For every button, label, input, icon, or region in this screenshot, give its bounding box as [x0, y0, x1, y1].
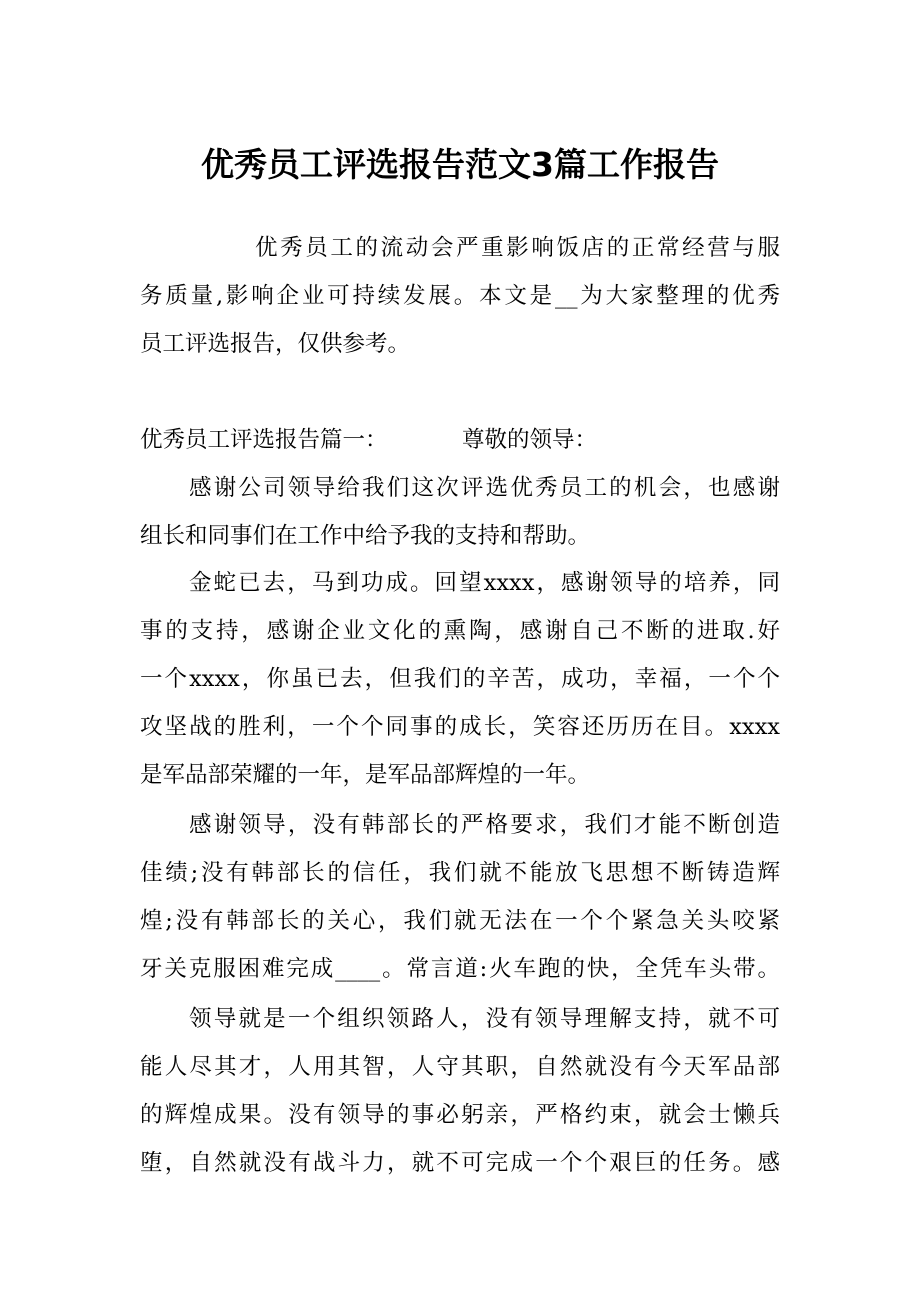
- salutation: 尊敬的领导：: [462, 427, 598, 453]
- paragraph-2-line-2: 事的支持，感谢企业文化的熏陶，感谢自己不断的进取.好: [140, 618, 780, 644]
- paragraph-4-line-1: 领导就是一个组织领路人，没有领导理解支持，就不可: [189, 1006, 780, 1032]
- paragraph-3-line-4: 牙关克服困难完成____。常言道:火车跑的快，全凭车头带。: [140, 956, 780, 982]
- paragraph-2-line-4: 攻坚战的胜利，一个个同事的成长，笑容还历历在目。xxxx: [140, 714, 780, 740]
- paragraph-3-line-3: 煌;没有韩部长的关心，我们就无法在一个个紧急关头咬紧: [140, 908, 780, 934]
- paragraph-4-line-2: 能人尽其才，人用其智，人守其职，自然就没有今天军品部: [140, 1054, 780, 1080]
- paragraph-4-line-3: 的辉煌成果。没有领导的事必躬亲，严格约束，就会士懒兵: [140, 1102, 780, 1128]
- paragraph-3-line-2: 佳绩;没有韩部长的信任，我们就不能放飞思想不断铸造辉: [140, 860, 780, 886]
- paragraph-1-line-1: 感谢公司领导给我们这次评选优秀员工的机会，也感谢: [189, 475, 780, 501]
- intro-line-3: 员工评选报告，仅供参考。: [140, 331, 411, 357]
- paragraph-2-line-5: 是军品部荣耀的一年，是军品部辉煌的一年。: [140, 762, 591, 788]
- paragraph-3-line-1: 感谢领导，没有韩部长的严格要求，我们才能不断创造: [189, 812, 780, 838]
- paragraph-4-line-4: 堕，自然就没有战斗力，就不可完成一个个艰巨的任务。感: [140, 1150, 780, 1176]
- intro-line-1: 优秀员工的流动会严重影响饭店的正常经营与服: [255, 235, 780, 261]
- document-title: 优秀员工评选报告范文3篇工作报告: [201, 145, 719, 184]
- paragraph-1-line-2: 组长和同事们在工作中给予我的支持和帮助。: [140, 523, 591, 549]
- intro-line-2: 务质量,影响企业可持续发展。本文是__为大家整理的优秀: [140, 283, 780, 309]
- paragraph-2-line-3: 一个xxxx，你虽已去，但我们的辛苦，成功，幸福，一个个: [140, 666, 780, 692]
- paragraph-2-line-1: 金蛇已去，马到功成。回望xxxx，感谢领导的培养，同: [189, 570, 780, 596]
- section-heading: 优秀员工评选报告篇一：: [140, 427, 388, 453]
